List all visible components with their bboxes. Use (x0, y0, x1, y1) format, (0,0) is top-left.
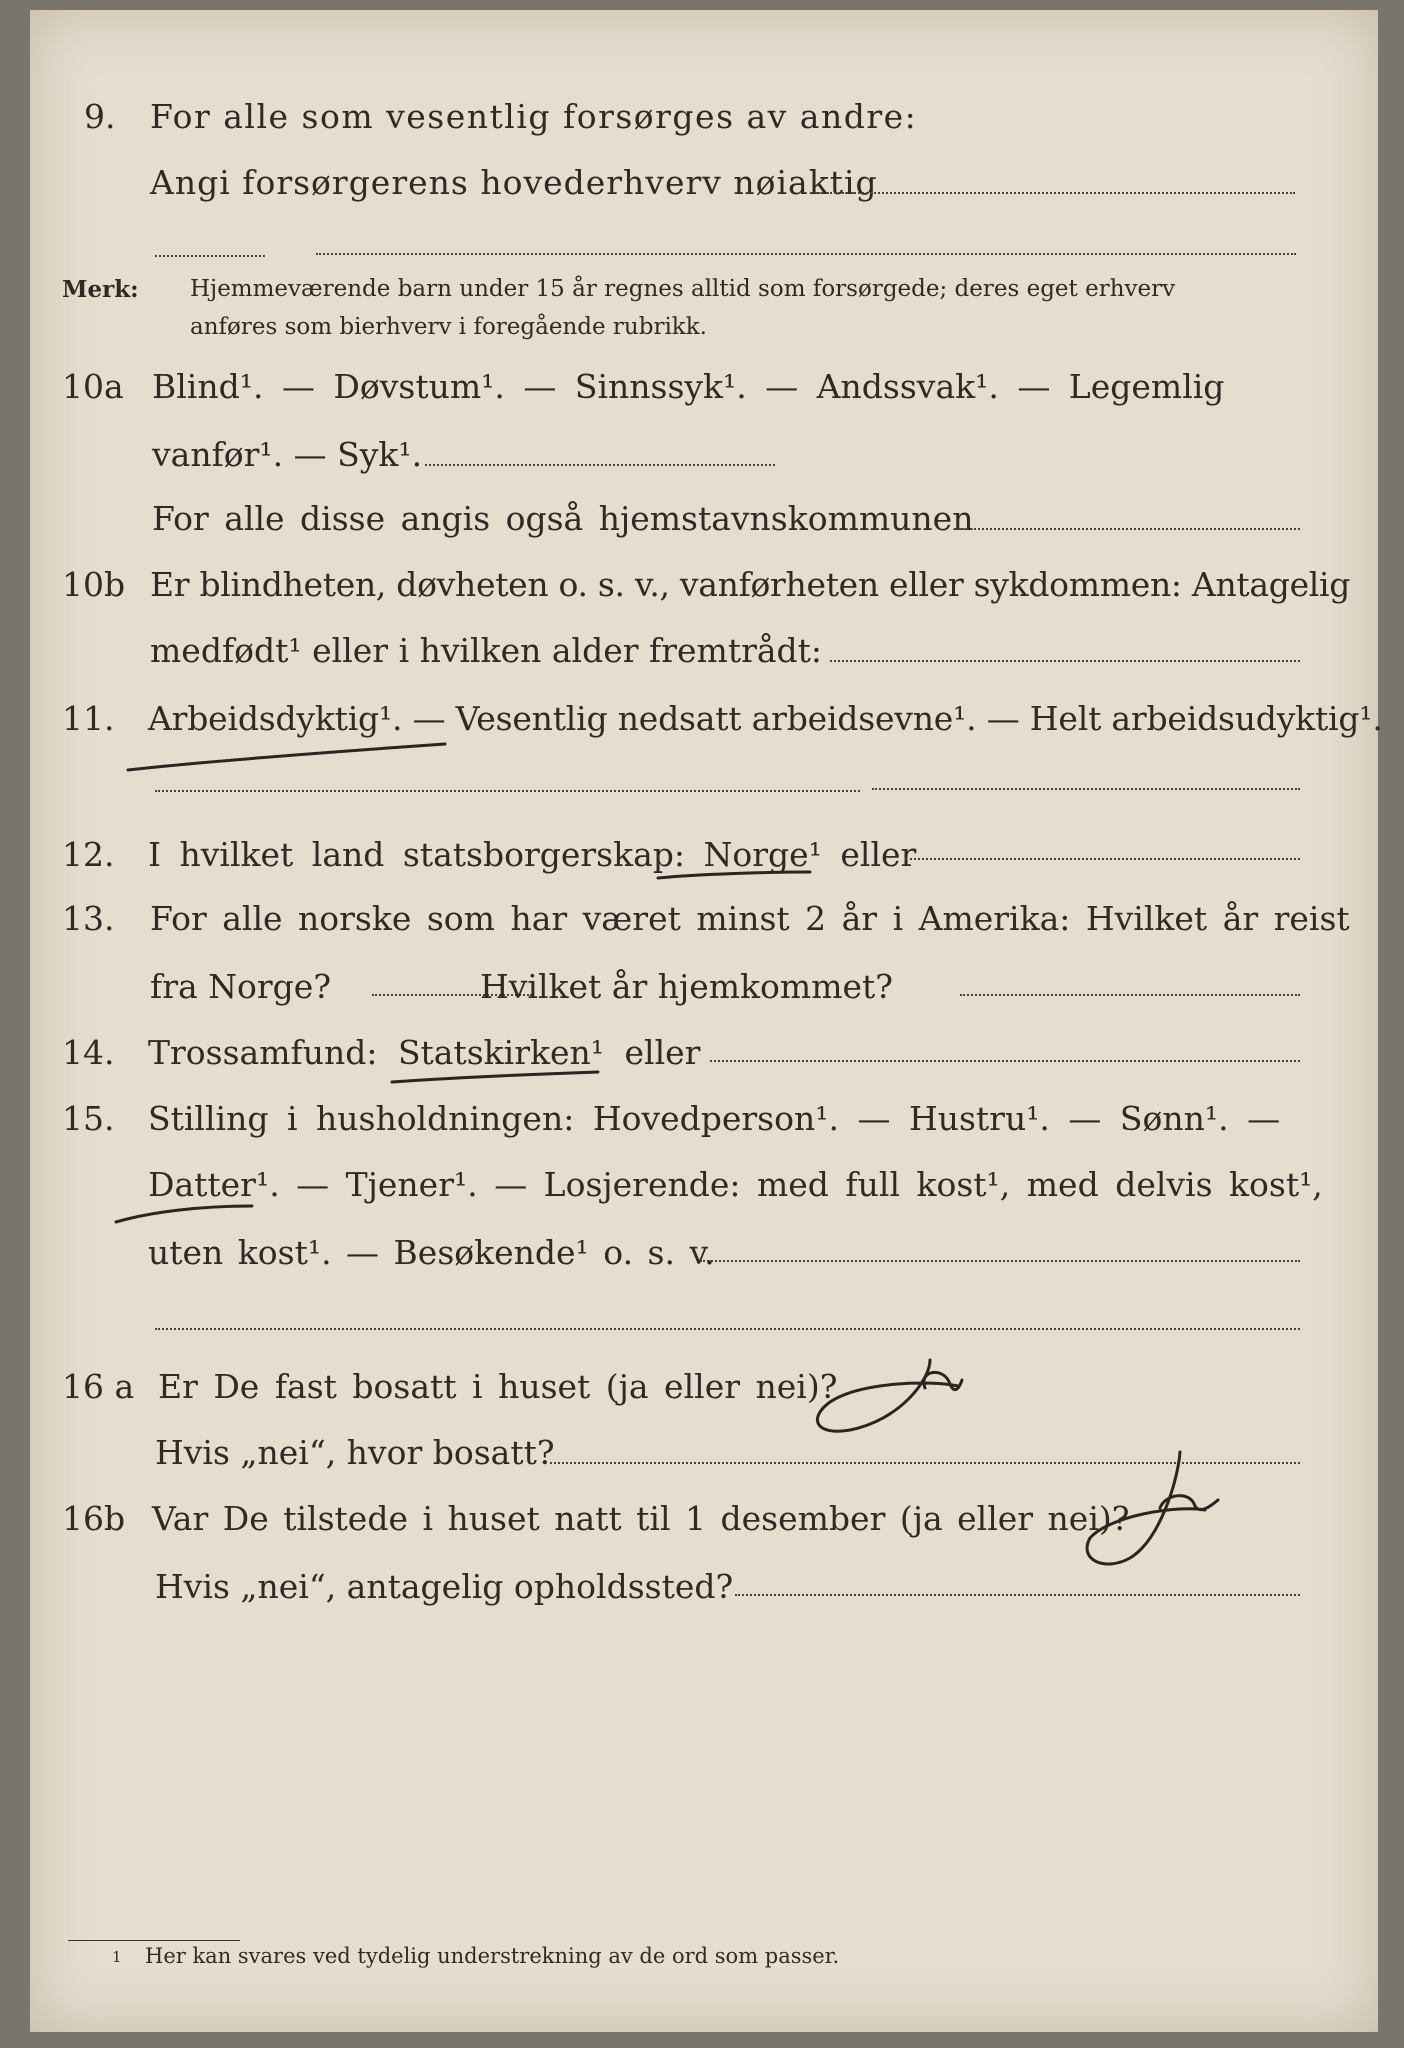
q10b-answer-line (830, 660, 1300, 662)
merk-label: Merk: (62, 276, 139, 303)
q9-number: 9. (84, 97, 116, 136)
q13-line2b: Hvilket år hjemkommet? (480, 967, 893, 1006)
merk-line2: anføres som bierhverv i foregående rubrikk. (190, 314, 707, 340)
q10b-number: 10b (62, 565, 126, 604)
q10a-line2: vanfør¹. — Syk¹. (152, 435, 423, 474)
q10a-line3: For alle disse angis også hjemstavnskommunen (152, 499, 974, 538)
q9-line1: For alle som vesentlig forsørges av andre: (150, 97, 918, 136)
q16a-answer-line (550, 1462, 1300, 1464)
q16b-number: 16b (62, 1499, 126, 1538)
q12-answer-line (905, 858, 1300, 860)
q11-number: 11. (62, 699, 115, 738)
q9-line2: Angi forsørgerens hovederhverv nøiaktig (150, 163, 878, 202)
q16b-answer-line (735, 1594, 1300, 1596)
q9-blank-line (316, 253, 1296, 255)
q9-answer-line (815, 192, 1295, 194)
q16a-number: 16 a (62, 1367, 135, 1406)
q10a-line1: Blind¹. — Døvstum¹. — Sinnssyk¹. — Andssvak¹. — Legemlig (152, 367, 1225, 406)
q16a-line1: Er De fast bosatt i huset (ja eller nei)? (158, 1367, 838, 1406)
q13-year-returned-line (960, 994, 1300, 996)
footnote-text: Her kan svares ved tydelig understrekning av de ord som passer. (145, 1944, 840, 1968)
q11-line1: Arbeidsdyktig¹. — Vesentlig nedsatt arbeidsevne¹. — Helt arbeidsudyktig¹. (148, 699, 1383, 738)
q13-line1: For alle norske som har været minst 2 år i Amerika: Hvilket år reist (150, 899, 1350, 938)
q15-line1: Stilling i husholdningen: Hovedperson¹. — Hustru¹. — Sønn¹. — (148, 1099, 1281, 1138)
merk-line1: Hjemmeværende barn under 15 år regnes alltid som forsørgede; deres eget erhverv (190, 276, 1176, 302)
q14-answer-line (710, 1060, 1300, 1062)
q11-blank-line-b (872, 788, 1300, 790)
q10b-line2: medfødt¹ eller i hvilken alder fremtrådt: (150, 631, 823, 670)
q14-number: 14. (62, 1033, 115, 1072)
q10a-number: 10a (62, 367, 124, 406)
q10a-line2-answer (425, 464, 775, 466)
q12-line1: I hvilket land statsborgerskap: Norge¹ eller (148, 835, 917, 874)
q11-blank-line-a (155, 790, 860, 792)
q12-number: 12. (62, 835, 115, 874)
q13-line2a: fra Norge? (150, 967, 332, 1006)
q14-line1: Trossamfund: Statskirken¹ eller (148, 1033, 701, 1072)
q16b-line1: Var De tilstede i huset natt til 1 desember (ja eller nei)? (152, 1499, 1130, 1538)
footnote-rule (68, 1940, 240, 1941)
q16b-line2: Hvis „nei“, antagelig opholdssted? (155, 1567, 734, 1606)
q9-blank-line-short (155, 255, 265, 257)
q13-number: 13. (62, 899, 115, 938)
q15-number: 15. (62, 1099, 115, 1138)
q15-line2: Datter¹. — Tjener¹. — Losjerende: med full kost¹, med delvis kost¹, (148, 1165, 1323, 1204)
q16a-line2: Hvis „nei“, hvor bosatt? (155, 1433, 555, 1472)
q10a-line3-answer (955, 528, 1300, 530)
q10b-line1: Er blindheten, døvheten o. s. v., vanførheten eller sykdommen: Antagelig (150, 565, 1351, 604)
footnote-mark: 1 (112, 1948, 122, 1966)
q15-answer-line (700, 1260, 1300, 1262)
q15-blank-line (155, 1328, 1300, 1330)
q15-line3: uten kost¹. — Besøkende¹ o. s. v. (148, 1233, 715, 1272)
